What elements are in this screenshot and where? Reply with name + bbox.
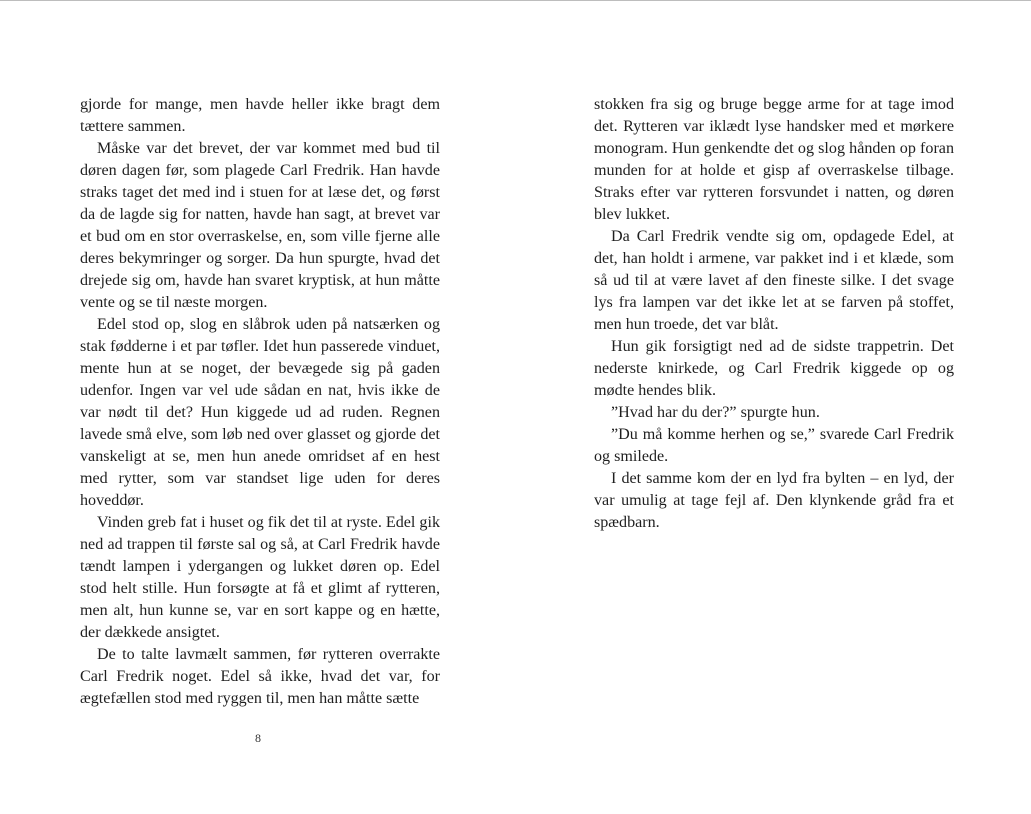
paragraph: Da Carl Fredrik vendte sig om, opdagede Edel, at det, han holdt i armene, var pakket ind i et klæde, som så ud til at være lavet af den fineste silke. I det svage lys fra lampen var det ikke let at se farven på stoffet, men hun troede, det var blåt.: [594, 228, 954, 333]
paragraph: gjorde for mange, men havde heller ikke bragt dem tættere sammen.: [80, 96, 440, 135]
right-page: [594, 94, 954, 534]
paragraph: Edel stod op, slog en slåbrok uden på natsærken og stak fødderne i et par tøfler. Idet hun passerede vinduet, mente hun at se noget, der bevægede sig på gaden udenfor. Ingen var vel ude sådan en nat, hvis ikke de var nødt til det? Hun kiggede ud ad ruden. Regnen lavede små elve, som løb ned over glasset og gjorde det vanskeligt at se, men hun anede omridset af en hest med rytter, som var standset lige uden for deres hoveddør.: [80, 316, 440, 509]
paragraph: Vinden greb fat i huset og fik det til at ryste. Edel gik ned ad trappen til første sal og så, at Carl Fredrik havde tændt lampen i ydergangen og lukket døren op. Edel stod helt stille. Hun forsøgte at få et glimt af rytteren, men alt, hun kunne se, var en sort kappe og en hætte, der dækkede ansigtet.: [80, 514, 440, 641]
left-page: [80, 94, 440, 710]
page-number: 8: [255, 731, 261, 745]
paragraph: Hun gik forsigtigt ned ad de sidste trappetrin. Det nederste knirkede, og Carl Fredrik kiggede op og mødte hendes blik.: [594, 338, 954, 399]
paragraph: ”Hvad har du der?” spurgte hun.: [611, 404, 820, 421]
paragraph: stokken fra sig og bruge begge arme for at tage imod det. Rytteren var iklædt lyse handsker med et mørkere monogram. Hun genkendte det og slog hånden op foran munden for at holde et gisp af overraskelse tilbage. Straks efter var rytteren forsvundet i natten, og døren blev lukket.: [594, 96, 954, 223]
paragraph: De to talte lavmælt sammen, før rytteren overrakte Carl Fredrik noget. Edel så ikke, hvad det var, for ægtefællen stod med ryggen til, men han måtte sætte: [80, 646, 440, 707]
paragraph: Måske var det brevet, der var kommet med bud til døren dagen før, som plagede Carl Fredrik. Han havde straks taget det med ind i stuen for at læse det, og først da de lagde sig for natten, havde han sagt, at brevet var et bud om en stor overraskelse, en, som ville fjerne alle deres bekymringer og sorger. Da hun spurgte, hvad det drejede sig om, havde han svaret kryptisk, at hun måtte vente og se til næste morgen.: [80, 140, 440, 311]
paragraph: ”Du må komme herhen og se,” svarede Carl Fredrik og smilede.: [594, 426, 954, 465]
paragraph: I det samme kom der en lyd fra bylten – en lyd, der var umulig at tage fejl af. Den klynkende gråd fra et spædbarn.: [594, 470, 954, 531]
top-border-line: [0, 0, 1031, 1]
